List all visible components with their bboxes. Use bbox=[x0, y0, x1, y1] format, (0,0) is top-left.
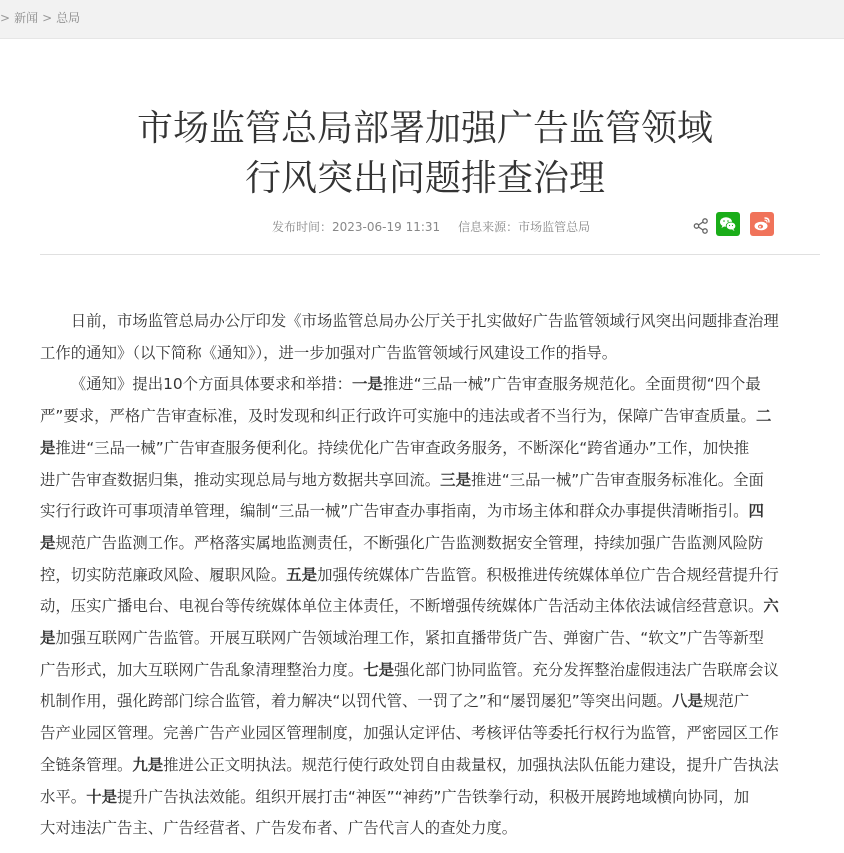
article-line: 广告形式，加大互联网广告乱象清理整治力度。七是强化部门协同监管。充分发挥整治虚假违法广告联席会议 bbox=[40, 660, 779, 679]
publish-time-label: 发布时间： bbox=[272, 220, 333, 234]
article-line: 是加强互联网广告监管。开展互联网广告领域治理工作，紧扣直播带货广告、弹窗广告、“软文”广告等新型 bbox=[40, 629, 764, 648]
publish-time: 2023-06-19 11:31 bbox=[332, 220, 441, 234]
article-title-line: 市场监管总局部署加强广告监管领域 bbox=[136, 108, 713, 149]
breadcrumb-item-general-bureau[interactable]: 总局 bbox=[56, 11, 81, 25]
breadcrumb-item-news[interactable]: 新闻 bbox=[14, 11, 39, 25]
article-paragraph bbox=[40, 369, 820, 845]
article-line: 实行行政许可事项清单管理，编制“三品一械”广告审查办事指南，为市场主体和群众办事提供清晰指引。四 bbox=[40, 502, 764, 521]
emphasis-ordinal: 二 bbox=[755, 407, 772, 426]
emphasis-ordinal: 是 bbox=[40, 629, 56, 648]
source-value: 市场监管总局 bbox=[518, 220, 591, 234]
article-paragraphs bbox=[40, 306, 820, 845]
title-divider bbox=[40, 254, 820, 255]
article-line: 严”要求，严格广告审查标准，及时发现和纠正行政许可实施中的违法或者不当行为，保障广告审查质量。二 bbox=[40, 407, 772, 426]
article-line: 控，切实防范廉政风险、履职风险。五是加强传统媒体广告监管。积极推进传统媒体单位广告合规经营提升行 bbox=[40, 565, 779, 584]
emphasis-ordinal: 九是 bbox=[132, 755, 164, 774]
weibo-share-button[interactable] bbox=[750, 212, 774, 236]
source-label: 信息来源： bbox=[458, 220, 519, 234]
article-line: 动，压实广播电台、电视台等传统媒体单位主体责任，不断增强传统媒体广告活动主体依法诚信经营意识。六 bbox=[40, 597, 779, 616]
breadcrumb-bar bbox=[0, 0, 844, 39]
wechat-icon bbox=[716, 212, 740, 236]
article-title bbox=[40, 104, 810, 204]
emphasis-ordinal: 三是 bbox=[440, 470, 471, 489]
emphasis-ordinal: 七是 bbox=[363, 660, 395, 679]
weibo-icon bbox=[750, 212, 774, 236]
article-line: 进广告审查数据归集，推动实现总局与地方数据共享回流。三是推进“三品一械”广告审查服务标准化。全面 bbox=[40, 470, 764, 489]
article-line: 大对违法广告主、广告经营者、广告发布者、广告代言人的查处力度。 bbox=[40, 819, 518, 838]
emphasis-ordinal: 十是 bbox=[86, 787, 117, 806]
article-line: 机制作用，强化跨部门综合监管，着力解决“以罚代管、一罚了之”和“屡罚屡犯”等突出问题。八是规范广 bbox=[40, 692, 750, 711]
article-meta bbox=[272, 219, 590, 235]
emphasis-ordinal: 是 bbox=[40, 438, 56, 457]
share-icon[interactable] bbox=[692, 217, 710, 235]
emphasis-ordinal: 八是 bbox=[672, 692, 703, 711]
article-line: 水平。十是提升广告执法效能。组织开展打击“神医”“神药”广告铁拳行动，积极开展跨地域横向协同，加 bbox=[40, 787, 750, 806]
article-line: 全链条管理。九是推进公正文明执法。规范行使行政处罚自由裁量权，加强执法队伍能力建设，提升广告执法 bbox=[40, 755, 779, 774]
breadcrumb-separator: > bbox=[0, 11, 11, 25]
emphasis-ordinal: 是 bbox=[40, 533, 56, 552]
breadcrumb-separator: > bbox=[42, 11, 53, 25]
emphasis-ordinal: 一是 bbox=[352, 375, 383, 394]
article-line: 日前，市场监管总局办公厅印发《市场监管总局办公厅关于扎实做好广告监管领域行风突出问题排查治理 bbox=[70, 312, 779, 330]
article-line: 告产业园区管理。完善广告产业园区管理制度，加强认定评估、考核评估等委托行权行为监管，严密园区工作 bbox=[40, 724, 779, 743]
article-paragraph bbox=[40, 306, 820, 369]
breadcrumb bbox=[0, 10, 84, 26]
wechat-share-button[interactable] bbox=[716, 212, 740, 236]
article-line: 是规范广告监测工作。严格落实属地监测责任，不断强化广告监测数据安全管理，持续加强广告监测风险防 bbox=[40, 533, 764, 552]
emphasis-ordinal: 六 bbox=[763, 597, 779, 616]
emphasis-ordinal: 五是 bbox=[286, 565, 318, 584]
article-body bbox=[40, 306, 820, 845]
article-line: 工作的通知》（以下简称《通知》），进一步加强对广告监管领域行风建设工作的指导。 bbox=[40, 343, 618, 362]
article-title-line: 行风突出问题排查治理 bbox=[244, 158, 605, 199]
emphasis-ordinal: 四 bbox=[748, 502, 764, 521]
article-line: 是推进“三品一械”广告审查服务便利化。持续优化广告审查政务服务，不断深化“跨省通办”工作，加快推 bbox=[40, 438, 750, 457]
article-line: 《通知》提出10个方面具体要求和举措：一是推进“三品一械”广告审查服务规范化。全面贯彻“四个最 bbox=[70, 375, 761, 394]
